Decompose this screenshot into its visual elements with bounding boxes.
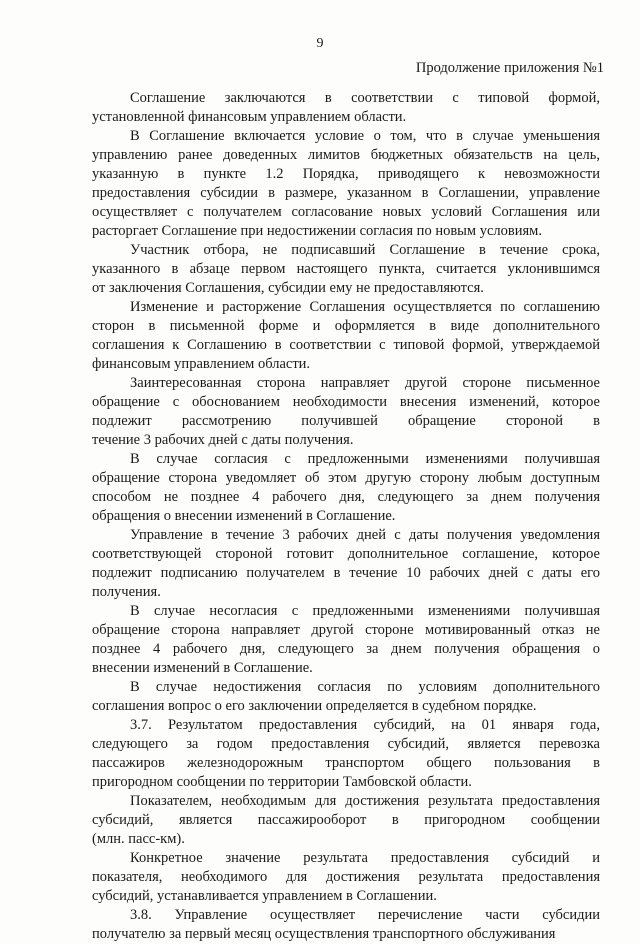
text-line: Соглашение заключаются в соответствии с типовой формой, — [130, 90, 600, 106]
text-line: указанную в пункте 1.2 Порядка, приводящего к невозможности — [92, 166, 600, 182]
text-line: 3.8. Управление осуществляет перечисление части субсидии — [130, 907, 600, 923]
text-line: управлению ранее доведенных лимитов бюджетных обязательств на цель, — [92, 147, 600, 163]
text-line: обращение сторона уведомляет об этом другую сторону любым доступным — [92, 470, 600, 486]
text-line: сторон в письменной форме и оформляется в виде дополнительного — [92, 318, 600, 334]
text-line: указанного в абзаце первом настоящего пункта, считается уклонившимся — [92, 261, 600, 277]
document-body — [92, 89, 600, 944]
paragraph — [92, 127, 600, 241]
text-line: следующего за годом предоставления субсидий, является перевозка — [92, 736, 600, 752]
text-line: пассажиров железнодорожным транспортом общего пользования в — [92, 755, 600, 771]
paragraph — [92, 792, 600, 849]
paragraph — [92, 849, 600, 906]
text-line: обращение сторона направляет другой стороне мотивированный отказ не — [92, 622, 600, 638]
text-line: течение 3 рабочих дней с даты получения. — [92, 432, 354, 448]
paragraph — [92, 241, 600, 298]
text-line: субсидий, устанавливается управлением в Соглашении. — [92, 888, 437, 904]
paragraph — [92, 89, 600, 127]
paragraph — [92, 678, 600, 716]
text-line: расторгает Соглашение при недостижении согласия по новым условиям. — [92, 223, 542, 239]
text-line: показателя, необходимого для достижения результата предоставления — [92, 869, 600, 885]
text-line: получения. — [92, 584, 161, 600]
text-line: соглашения к Соглашению в соответствии с типовой формой, утверждаемой — [92, 337, 600, 353]
text-line: В случае согласия с предложенными изменениями получившая — [130, 451, 600, 467]
text-line: обращение с обоснованием необходимости внесения изменений, которое — [92, 394, 600, 410]
page-number: 9 — [316, 36, 324, 51]
text-line: В случае несогласия с предложенными изменениями получившая — [130, 603, 600, 619]
text-line: Участник отбора, не подписавший Соглашение в течение срока, — [130, 242, 600, 258]
text-line: осуществляет с получателем согласование новых условий Соглашения или — [92, 204, 600, 220]
text-line: от заключения Соглашения, субсидии ему не предоставляются. — [92, 280, 484, 296]
text-line: соответствующей стороной готовит дополнительное соглашение, которое — [92, 546, 600, 562]
text-line: В случае недостижения согласия по условиям дополнительного — [130, 679, 600, 695]
text-line: 3.7. Результатом предоставления субсидий, на 01 января года, — [130, 717, 600, 733]
paragraph — [92, 906, 600, 944]
text-line: В Соглашение включается условие о том, что в случае уменьшения — [130, 128, 600, 144]
text-line: Показателем, необходимым для достижения результата предоставления — [130, 793, 600, 809]
text-line: Заинтересованная сторона направляет другой стороне письменное — [130, 375, 600, 391]
text-line: Изменение и расторжение Соглашения осуществляется по соглашению — [130, 299, 600, 315]
paragraph — [92, 450, 600, 526]
text-line: позднее 4 рабочего дня, следующего за днем получения обращения о — [92, 641, 600, 657]
text-line: получателю за первый месяц осуществления транспортного обслуживания — [92, 926, 556, 942]
paragraph — [92, 716, 600, 792]
text-line: способом не позднее 4 рабочего дня, следующего за днем получения — [92, 489, 600, 505]
paragraph — [92, 526, 600, 602]
text-line: предоставления субсидии в размере, указанном в Соглашении, управление — [92, 185, 600, 201]
text-line: внесении изменений в Соглашение. — [92, 660, 313, 676]
text-line: установленной финансовым управлением области. — [92, 109, 407, 125]
paragraph — [92, 374, 600, 450]
text-line: соглашения вопрос о его заключении определяется в судебном порядке. — [92, 698, 537, 714]
text-line: (млн. пасс-км). — [92, 831, 185, 847]
text-line: Конкретное значение результата предоставления субсидий и — [130, 850, 600, 866]
paragraph — [92, 298, 600, 374]
text-line: Управление в течение 3 рабочих дней с даты получения уведомления — [130, 527, 600, 543]
appendix-label: Продолжение приложения №1 — [415, 60, 604, 76]
paragraph — [92, 602, 600, 678]
text-line: пригородном сообщении по территории Тамбовской области. — [92, 774, 472, 790]
text-line: финансовым управлением области. — [92, 356, 311, 372]
text-line: подлежит рассмотрению получившей обращение стороной в — [92, 413, 600, 429]
text-line: субсидий, является пассажирооборот в пригородном сообщении — [92, 812, 600, 828]
text-line: обращения о внесении изменений в Соглашение. — [92, 508, 396, 524]
text-line: подлежит подписанию получателем в течение 10 рабочих дней с даты его — [92, 565, 600, 581]
